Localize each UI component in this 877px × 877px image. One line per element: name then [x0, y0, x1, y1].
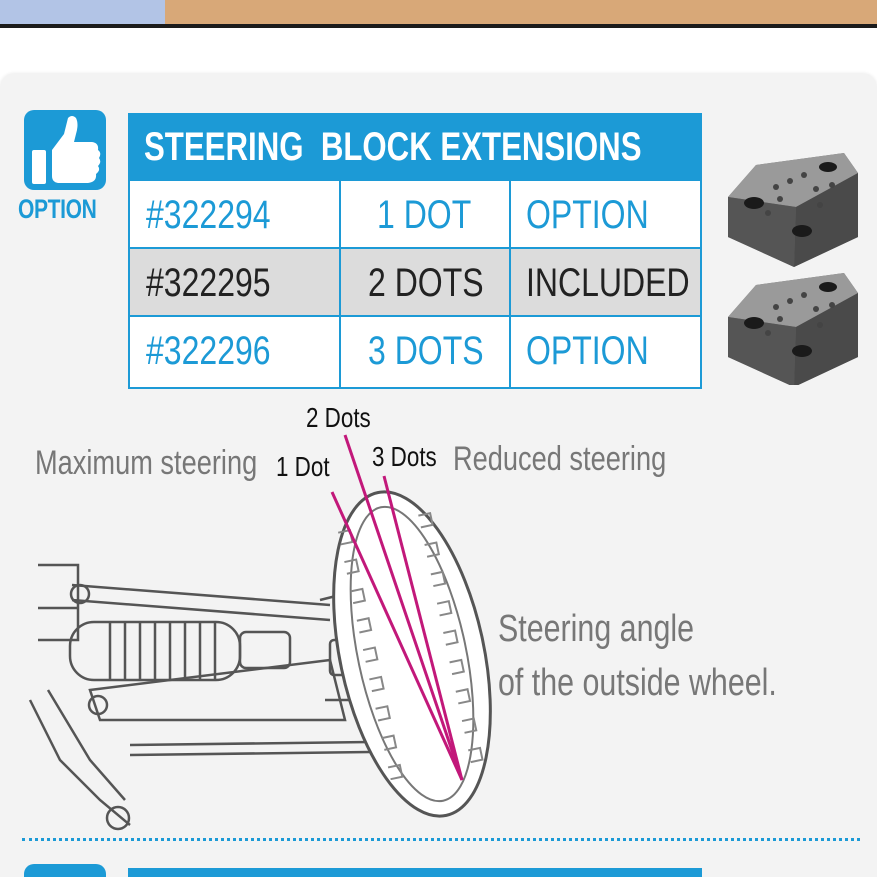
- wheel-drawing: [307, 478, 516, 831]
- option-badge: [24, 110, 106, 190]
- status-cell: OPTION: [526, 193, 649, 237]
- steering-angle-caption-line2: of the outside wheel.: [498, 662, 777, 704]
- top-image-blue-part: [0, 0, 165, 24]
- dots-cell: 1 DOT: [377, 193, 472, 237]
- one-dot-label: 1 Dot: [276, 451, 330, 482]
- page-gap: [0, 28, 877, 78]
- dots-cell: 3 DOTS: [368, 329, 484, 373]
- section-separator: [22, 838, 860, 841]
- three-dots-label: 3 Dots: [372, 441, 437, 472]
- table-row: [130, 317, 700, 387]
- part-number-cell: #322295: [146, 261, 271, 305]
- steering-angle-caption-line1: Steering angle: [498, 608, 695, 650]
- thumbs-up-icon: [24, 110, 106, 190]
- table-title-bar: [128, 113, 702, 181]
- reduced-steering-label: Reduced steering: [453, 440, 667, 478]
- steering-block-2-dots: [728, 273, 858, 385]
- option-label: OPTION: [18, 194, 97, 224]
- maximum-steering-label: Maximum steering: [35, 444, 258, 482]
- row-divider: [130, 315, 700, 317]
- column-divider: [509, 181, 511, 387]
- two-dots-label: 2 Dots: [306, 402, 371, 433]
- steering-block-1-dot: [728, 153, 858, 267]
- column-divider: [339, 181, 341, 387]
- steering-block-table: [128, 113, 702, 389]
- top-image-strip: [0, 0, 877, 24]
- next-section-badge: [24, 864, 106, 877]
- part-number-cell: #322296: [146, 329, 271, 373]
- table-body: [128, 181, 702, 389]
- steering-block-images: [716, 145, 866, 385]
- status-cell: OPTION: [526, 329, 649, 373]
- dots-cell: 2 DOTS: [368, 261, 484, 305]
- status-cell: INCLUDED: [526, 261, 690, 305]
- table-row-highlighted: [130, 249, 700, 317]
- part-number-cell: #322294: [146, 193, 271, 237]
- next-section-title-bar: [128, 868, 702, 877]
- table-title: STEERING BLOCK EXTENSIONS: [144, 125, 642, 169]
- row-divider: [130, 247, 700, 249]
- table-row: [130, 181, 700, 249]
